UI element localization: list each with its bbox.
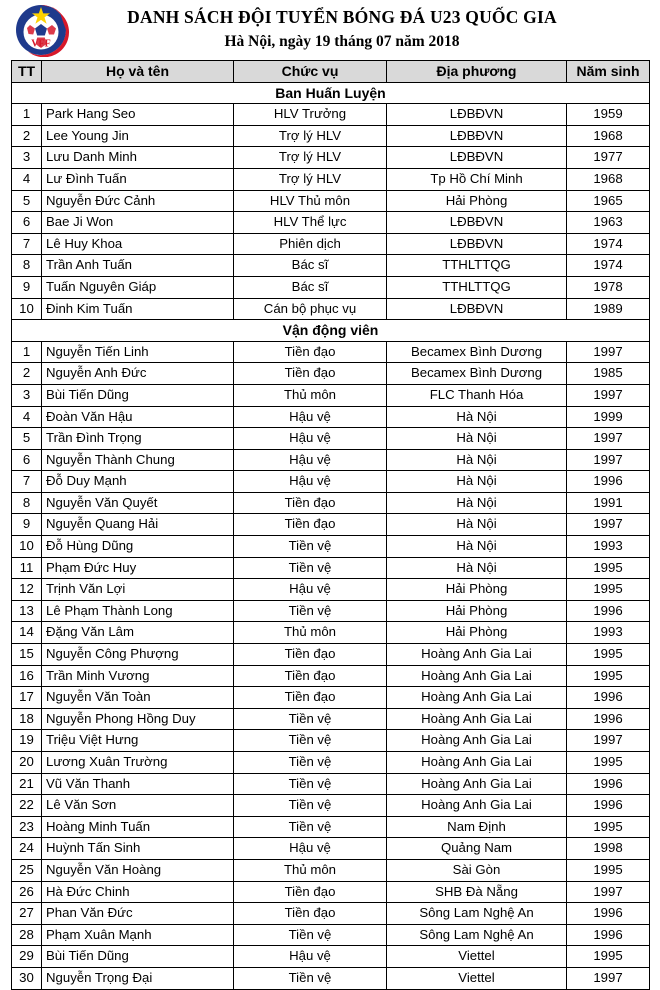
cell-role: Tiền đạo (234, 687, 387, 709)
table-row (12, 881, 650, 903)
table-row (12, 168, 650, 190)
cell-locality: Hoàng Anh Gia Lai (387, 795, 567, 817)
cell-role: Trợ lý HLV (234, 147, 387, 169)
cell-role: Tiền vệ (234, 924, 387, 946)
table-row (12, 579, 650, 601)
cell-tt: 25 (12, 859, 42, 881)
cell-locality: Hà Nội (387, 428, 567, 450)
cell-name: Vũ Văn Thanh (42, 773, 234, 795)
cell-locality: LĐBĐVN (387, 147, 567, 169)
cell-name: Đinh Kim Tuấn (42, 298, 234, 320)
cell-name: Bae Ji Won (42, 212, 234, 234)
table-row (12, 730, 650, 752)
cell-tt: 14 (12, 622, 42, 644)
cell-birthyear: 1991 (567, 492, 650, 514)
cell-name: Huỳnh Tấn Sinh (42, 838, 234, 860)
cell-name: Phạm Đức Huy (42, 557, 234, 579)
cell-name: Phan Văn Đức (42, 903, 234, 925)
cell-birthyear: 1997 (567, 967, 650, 989)
cell-birthyear: 1978 (567, 276, 650, 298)
cell-tt: 17 (12, 687, 42, 709)
cell-birthyear: 1974 (567, 255, 650, 277)
cell-name: Nguyễn Văn Hoàng (42, 859, 234, 881)
table-body (12, 82, 650, 989)
cell-locality: LĐBĐVN (387, 125, 567, 147)
cell-name: Lư Đình Tuấn (42, 168, 234, 190)
table-row (12, 363, 650, 385)
cell-role: HLV Thể lực (234, 212, 387, 234)
cell-locality: LĐBĐVN (387, 233, 567, 255)
cell-tt: 21 (12, 773, 42, 795)
table-row (12, 255, 650, 277)
document-header (0, 0, 660, 58)
cell-birthyear: 1998 (567, 838, 650, 860)
vff-logo-icon (8, 3, 74, 57)
cell-locality: SHB Đà Nẵng (387, 881, 567, 903)
cell-tt: 3 (12, 384, 42, 406)
cell-role: HLV Trưởng (234, 104, 387, 126)
cell-locality: Sài Gòn (387, 859, 567, 881)
section-header-row (12, 320, 650, 342)
cell-locality: Hà Nội (387, 471, 567, 493)
cell-name: Park Hang Seo (42, 104, 234, 126)
table-row (12, 924, 650, 946)
cell-birthyear: 1989 (567, 298, 650, 320)
cell-locality: Hải Phòng (387, 190, 567, 212)
table-row (12, 384, 650, 406)
cell-role: Tiền vệ (234, 967, 387, 989)
cell-tt: 2 (12, 363, 42, 385)
cell-role: Tiền đạo (234, 644, 387, 666)
cell-locality: TTHLTTQG (387, 255, 567, 277)
cell-tt: 5 (12, 428, 42, 450)
cell-name: Lương Xuân Trường (42, 752, 234, 774)
cell-locality: Hoàng Anh Gia Lai (387, 730, 567, 752)
cell-name: Đoàn Văn Hậu (42, 406, 234, 428)
cell-birthyear: 1996 (567, 600, 650, 622)
cell-name: Trần Đình Trọng (42, 428, 234, 450)
section-title: Vận động viên (12, 320, 650, 342)
cell-role: Hậu vệ (234, 838, 387, 860)
cell-tt: 30 (12, 967, 42, 989)
column-header-tt: TT (12, 61, 42, 83)
cell-name: Nguyễn Trọng Đại (42, 967, 234, 989)
cell-role: Hậu vệ (234, 946, 387, 968)
section-header-row (12, 82, 650, 104)
table-row (12, 946, 650, 968)
cell-tt: 11 (12, 557, 42, 579)
cell-role: Hậu vệ (234, 471, 387, 493)
cell-tt: 16 (12, 665, 42, 687)
cell-locality: LĐBĐVN (387, 212, 567, 234)
cell-name: Nguyễn Anh Đức (42, 363, 234, 385)
cell-birthyear: 1995 (567, 665, 650, 687)
cell-birthyear: 1996 (567, 687, 650, 709)
table-row (12, 795, 650, 817)
cell-locality: Becamex Bình Dương (387, 363, 567, 385)
cell-name: Đỗ Duy Mạnh (42, 471, 234, 493)
cell-name: Lê Phạm Thành Long (42, 600, 234, 622)
cell-tt: 22 (12, 795, 42, 817)
cell-role: Tiền đạo (234, 665, 387, 687)
cell-birthyear: 1996 (567, 924, 650, 946)
cell-birthyear: 1997 (567, 341, 650, 363)
cell-name: Tuấn Nguyên Giáp (42, 276, 234, 298)
cell-tt: 13 (12, 600, 42, 622)
table-row (12, 298, 650, 320)
table-row (12, 557, 650, 579)
cell-role: Tiền vệ (234, 536, 387, 558)
table-row (12, 125, 650, 147)
cell-role: Tiền vệ (234, 708, 387, 730)
cell-tt: 1 (12, 104, 42, 126)
cell-name: Nguyễn Công Phượng (42, 644, 234, 666)
cell-tt: 12 (12, 579, 42, 601)
cell-birthyear: 1995 (567, 579, 650, 601)
column-header-birthyear: Năm sinh (567, 61, 650, 83)
cell-locality: Tp Hồ Chí Minh (387, 168, 567, 190)
cell-locality: Viettel (387, 946, 567, 968)
cell-name: Hoàng Minh Tuấn (42, 816, 234, 838)
cell-tt: 9 (12, 276, 42, 298)
table-row (12, 622, 650, 644)
cell-locality: Nam Định (387, 816, 567, 838)
cell-role: Tiền đạo (234, 903, 387, 925)
table-row (12, 600, 650, 622)
cell-role: Hậu vệ (234, 428, 387, 450)
cell-tt: 4 (12, 406, 42, 428)
cell-locality: Hà Nội (387, 536, 567, 558)
cell-tt: 7 (12, 233, 42, 255)
cell-role: Tiền vệ (234, 773, 387, 795)
cell-tt: 7 (12, 471, 42, 493)
cell-locality: Hoàng Anh Gia Lai (387, 708, 567, 730)
cell-name: Phạm Xuân Mạnh (42, 924, 234, 946)
table-row (12, 687, 650, 709)
cell-tt: 20 (12, 752, 42, 774)
cell-locality: Hoàng Anh Gia Lai (387, 752, 567, 774)
cell-name: Bùi Tiến Dũng (42, 384, 234, 406)
table-row (12, 492, 650, 514)
cell-name: Nguyễn Đức Cảnh (42, 190, 234, 212)
roster-table-wrapper (11, 60, 649, 990)
cell-tt: 29 (12, 946, 42, 968)
cell-tt: 18 (12, 708, 42, 730)
cell-tt: 8 (12, 492, 42, 514)
cell-name: Hà Đức Chinh (42, 881, 234, 903)
cell-locality: Hà Nội (387, 514, 567, 536)
cell-role: Tiền đạo (234, 492, 387, 514)
cell-role: Thủ môn (234, 622, 387, 644)
cell-birthyear: 1968 (567, 125, 650, 147)
cell-birthyear: 1959 (567, 104, 650, 126)
cell-tt: 28 (12, 924, 42, 946)
cell-locality: Hoàng Anh Gia Lai (387, 644, 567, 666)
cell-role: HLV Thủ môn (234, 190, 387, 212)
table-row (12, 471, 650, 493)
cell-name: Lee Young Jin (42, 125, 234, 147)
cell-name: Nguyễn Tiến Linh (42, 341, 234, 363)
cell-locality: LĐBĐVN (387, 298, 567, 320)
cell-tt: 2 (12, 125, 42, 147)
cell-birthyear: 1993 (567, 622, 650, 644)
table-header (12, 61, 650, 83)
cell-birthyear: 1996 (567, 903, 650, 925)
cell-birthyear: 1997 (567, 449, 650, 471)
cell-locality: Sông Lam Nghệ An (387, 903, 567, 925)
cell-name: Lưu Danh Minh (42, 147, 234, 169)
cell-name: Nguyễn Văn Quyết (42, 492, 234, 514)
cell-birthyear: 1995 (567, 644, 650, 666)
page-subtitle: Hà Nội, ngày 19 tháng 07 năm 2018 (224, 32, 460, 50)
cell-role: Tiền đạo (234, 363, 387, 385)
cell-name: Triệu Việt Hưng (42, 730, 234, 752)
table-row (12, 773, 650, 795)
cell-tt: 10 (12, 298, 42, 320)
cell-role: Tiền vệ (234, 730, 387, 752)
table-row (12, 752, 650, 774)
cell-role: Bác sĩ (234, 276, 387, 298)
cell-role: Bác sĩ (234, 255, 387, 277)
cell-role: Tiền đạo (234, 341, 387, 363)
table-row (12, 276, 650, 298)
column-header-locality: Địa phương (387, 61, 567, 83)
table-row (12, 212, 650, 234)
cell-locality: Hoàng Anh Gia Lai (387, 665, 567, 687)
cell-name: Bùi Tiến Dũng (42, 946, 234, 968)
cell-tt: 5 (12, 190, 42, 212)
cell-tt: 26 (12, 881, 42, 903)
cell-locality: Hải Phòng (387, 622, 567, 644)
table-row (12, 665, 650, 687)
cell-birthyear: 1995 (567, 859, 650, 881)
cell-role: Tiền vệ (234, 795, 387, 817)
roster-table (11, 60, 650, 990)
cell-role: Tiền vệ (234, 600, 387, 622)
table-row (12, 104, 650, 126)
cell-role: Tiền đạo (234, 881, 387, 903)
cell-locality: Hà Nội (387, 449, 567, 471)
column-header-role: Chức vụ (234, 61, 387, 83)
cell-name: Đặng Văn Lâm (42, 622, 234, 644)
cell-birthyear: 1995 (567, 816, 650, 838)
cell-locality: Viettel (387, 967, 567, 989)
table-row (12, 967, 650, 989)
cell-name: Lê Huy Khoa (42, 233, 234, 255)
cell-locality: Hà Nội (387, 557, 567, 579)
cell-birthyear: 1974 (567, 233, 650, 255)
cell-tt: 15 (12, 644, 42, 666)
table-row (12, 859, 650, 881)
cell-tt: 9 (12, 514, 42, 536)
table-row (12, 428, 650, 450)
cell-role: Tiền đạo (234, 514, 387, 536)
cell-birthyear: 1999 (567, 406, 650, 428)
cell-name: Nguyễn Quang Hải (42, 514, 234, 536)
cell-tt: 6 (12, 449, 42, 471)
cell-locality: Hà Nội (387, 406, 567, 428)
cell-locality: Hoàng Anh Gia Lai (387, 773, 567, 795)
cell-tt: 4 (12, 168, 42, 190)
table-row (12, 406, 650, 428)
cell-birthyear: 1977 (567, 147, 650, 169)
table-row (12, 816, 650, 838)
cell-role: Hậu vệ (234, 449, 387, 471)
cell-name: Nguyễn Phong Hồng Duy (42, 708, 234, 730)
cell-name: Trịnh Văn Lợi (42, 579, 234, 601)
cell-role: Thủ môn (234, 859, 387, 881)
cell-locality: Quảng Nam (387, 838, 567, 860)
table-row (12, 514, 650, 536)
cell-role: Hậu vệ (234, 406, 387, 428)
cell-birthyear: 1997 (567, 730, 650, 752)
cell-birthyear: 1968 (567, 168, 650, 190)
cell-birthyear: 1993 (567, 536, 650, 558)
cell-role: Hậu vệ (234, 579, 387, 601)
cell-locality: LĐBĐVN (387, 104, 567, 126)
cell-locality: Hải Phòng (387, 600, 567, 622)
table-row (12, 536, 650, 558)
table-row (12, 147, 650, 169)
cell-birthyear: 1985 (567, 363, 650, 385)
cell-tt: 8 (12, 255, 42, 277)
cell-tt: 27 (12, 903, 42, 925)
table-row (12, 341, 650, 363)
cell-tt: 24 (12, 838, 42, 860)
section-title: Ban Huấn Luyện (12, 82, 650, 104)
cell-tt: 1 (12, 341, 42, 363)
table-row (12, 449, 650, 471)
cell-birthyear: 1995 (567, 557, 650, 579)
cell-tt: 10 (12, 536, 42, 558)
page-title: DANH SÁCH ĐỘI TUYỂN BÓNG ĐÁ U23 QUỐC GIA (127, 7, 557, 27)
cell-locality: Hà Nội (387, 492, 567, 514)
cell-birthyear: 1996 (567, 708, 650, 730)
cell-locality: Hải Phòng (387, 579, 567, 601)
cell-role: Tiền vệ (234, 816, 387, 838)
cell-tt: 19 (12, 730, 42, 752)
cell-birthyear: 1996 (567, 471, 650, 493)
cell-role: Cán bộ phục vụ (234, 298, 387, 320)
table-row (12, 233, 650, 255)
cell-birthyear: 1997 (567, 384, 650, 406)
cell-tt: 23 (12, 816, 42, 838)
cell-birthyear: 1996 (567, 795, 650, 817)
cell-name: Nguyễn Văn Toàn (42, 687, 234, 709)
cell-locality: FLC Thanh Hóa (387, 384, 567, 406)
cell-role: Trợ lý HLV (234, 168, 387, 190)
table-row (12, 838, 650, 860)
cell-locality: Sông Lam Nghệ An (387, 924, 567, 946)
cell-birthyear: 1995 (567, 752, 650, 774)
cell-tt: 6 (12, 212, 42, 234)
cell-locality: Hoàng Anh Gia Lai (387, 687, 567, 709)
cell-birthyear: 1965 (567, 190, 650, 212)
table-header-row (12, 61, 650, 83)
column-header-name: Họ và tên (42, 61, 234, 83)
cell-role: Phiên dịch (234, 233, 387, 255)
vff-logo-text: VFF (31, 38, 51, 50)
table-row (12, 190, 650, 212)
cell-birthyear: 1996 (567, 773, 650, 795)
cell-tt: 3 (12, 147, 42, 169)
cell-birthyear: 1997 (567, 514, 650, 536)
cell-birthyear: 1995 (567, 946, 650, 968)
cell-name: Lê Văn Sơn (42, 795, 234, 817)
table-row (12, 903, 650, 925)
cell-name: Trần Minh Vương (42, 665, 234, 687)
cell-birthyear: 1963 (567, 212, 650, 234)
cell-role: Tiền vệ (234, 557, 387, 579)
cell-role: Trợ lý HLV (234, 125, 387, 147)
cell-birthyear: 1997 (567, 428, 650, 450)
cell-birthyear: 1997 (567, 881, 650, 903)
cell-role: Thủ môn (234, 384, 387, 406)
cell-name: Trần Anh Tuấn (42, 255, 234, 277)
cell-name: Nguyễn Thành Chung (42, 449, 234, 471)
vff-logo (8, 3, 74, 57)
cell-name: Đỗ Hùng Dũng (42, 536, 234, 558)
cell-locality: TTHLTTQG (387, 276, 567, 298)
table-row (12, 708, 650, 730)
cell-role: Tiền vệ (234, 752, 387, 774)
table-row (12, 644, 650, 666)
cell-locality: Becamex Bình Dương (387, 341, 567, 363)
